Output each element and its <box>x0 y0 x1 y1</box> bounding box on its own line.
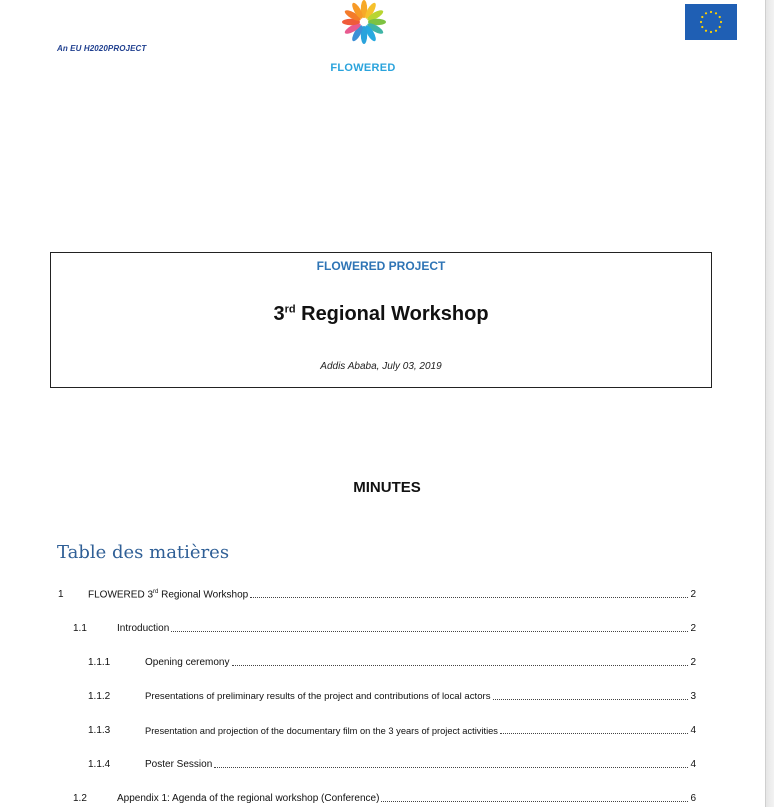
toc-entry[interactable] <box>88 722 696 736</box>
toc-dot-leader <box>214 766 688 768</box>
project-tagline: An EU H2020PROJECT <box>57 44 147 53</box>
toc-dot-leader <box>232 664 689 666</box>
workshop-title <box>51 303 711 326</box>
toc-entry-page: 2 <box>690 589 696 600</box>
toc-heading: Table des matières <box>57 542 230 563</box>
toc-entry[interactable] <box>88 756 696 770</box>
toc-dot-leader <box>381 800 688 802</box>
toc-dot-leader <box>500 732 688 734</box>
toc-entry-title-text: Regional Workshop <box>158 589 249 600</box>
project-label: FLOWERED PROJECT <box>316 259 446 273</box>
toc-entry-title-prefix: FLOWERED 3 <box>88 589 154 600</box>
workshop-title-prefix: 3 <box>273 303 285 325</box>
toc-entry-page: 3 <box>690 691 696 702</box>
toc-entry[interactable] <box>88 688 696 702</box>
toc-dot-leader <box>171 630 688 632</box>
toc-entry-title: Presentations of preliminary results of the project and contributions of local actors <box>145 691 491 702</box>
toc-entry-number: 1.1.4 <box>88 759 111 770</box>
toc-entry[interactable] <box>88 654 696 668</box>
title-box <box>50 252 712 388</box>
toc-entry-number: 1.2 <box>73 793 87 804</box>
toc-entry-number: 1.1.2 <box>88 691 111 702</box>
eu-flag-icon <box>685 4 737 40</box>
flowered-flower-logo <box>334 0 394 52</box>
toc-dot-leader <box>250 596 688 598</box>
page-edge <box>765 0 774 807</box>
workshop-title-rest: Regional Workshop <box>295 303 489 325</box>
toc-entry-title <box>88 589 248 600</box>
toc-entry-number: 1.1.1 <box>88 657 111 668</box>
toc-entry-title: Presentation and projection of the documentary film on the 3 years of project activities <box>145 726 498 736</box>
toc-entry-number: 1.1 <box>73 623 87 634</box>
toc-entry[interactable] <box>58 586 696 600</box>
toc-entry[interactable] <box>73 790 696 804</box>
toc-entry-title: Introduction <box>117 623 170 634</box>
toc-entry-page: 4 <box>690 725 696 736</box>
toc-entry-title: Poster Session <box>145 759 213 770</box>
toc-entry-page: 6 <box>690 793 696 804</box>
toc-entry-page: 2 <box>690 657 696 668</box>
location-date: Addis Ababa, July 03, 2019 <box>320 361 442 372</box>
logo-text: FLOWERED <box>330 62 396 74</box>
minutes-heading: MINUTES <box>353 479 421 496</box>
toc-entry-title: Opening ceremony <box>145 657 230 668</box>
toc-entry-page: 2 <box>690 623 696 634</box>
toc-entry-title: Appendix 1: Agenda of the regional workshop (Conference) <box>117 793 380 804</box>
toc-entry-number: 1.1.3 <box>88 725 111 736</box>
toc-entry-title-sup: rd <box>153 588 159 595</box>
toc-dot-leader <box>493 698 689 700</box>
workshop-title-sup: rd <box>284 303 296 316</box>
toc-entry-number: 1 <box>58 589 64 600</box>
toc-entry[interactable] <box>73 620 696 634</box>
toc-entry-page: 4 <box>690 759 696 770</box>
